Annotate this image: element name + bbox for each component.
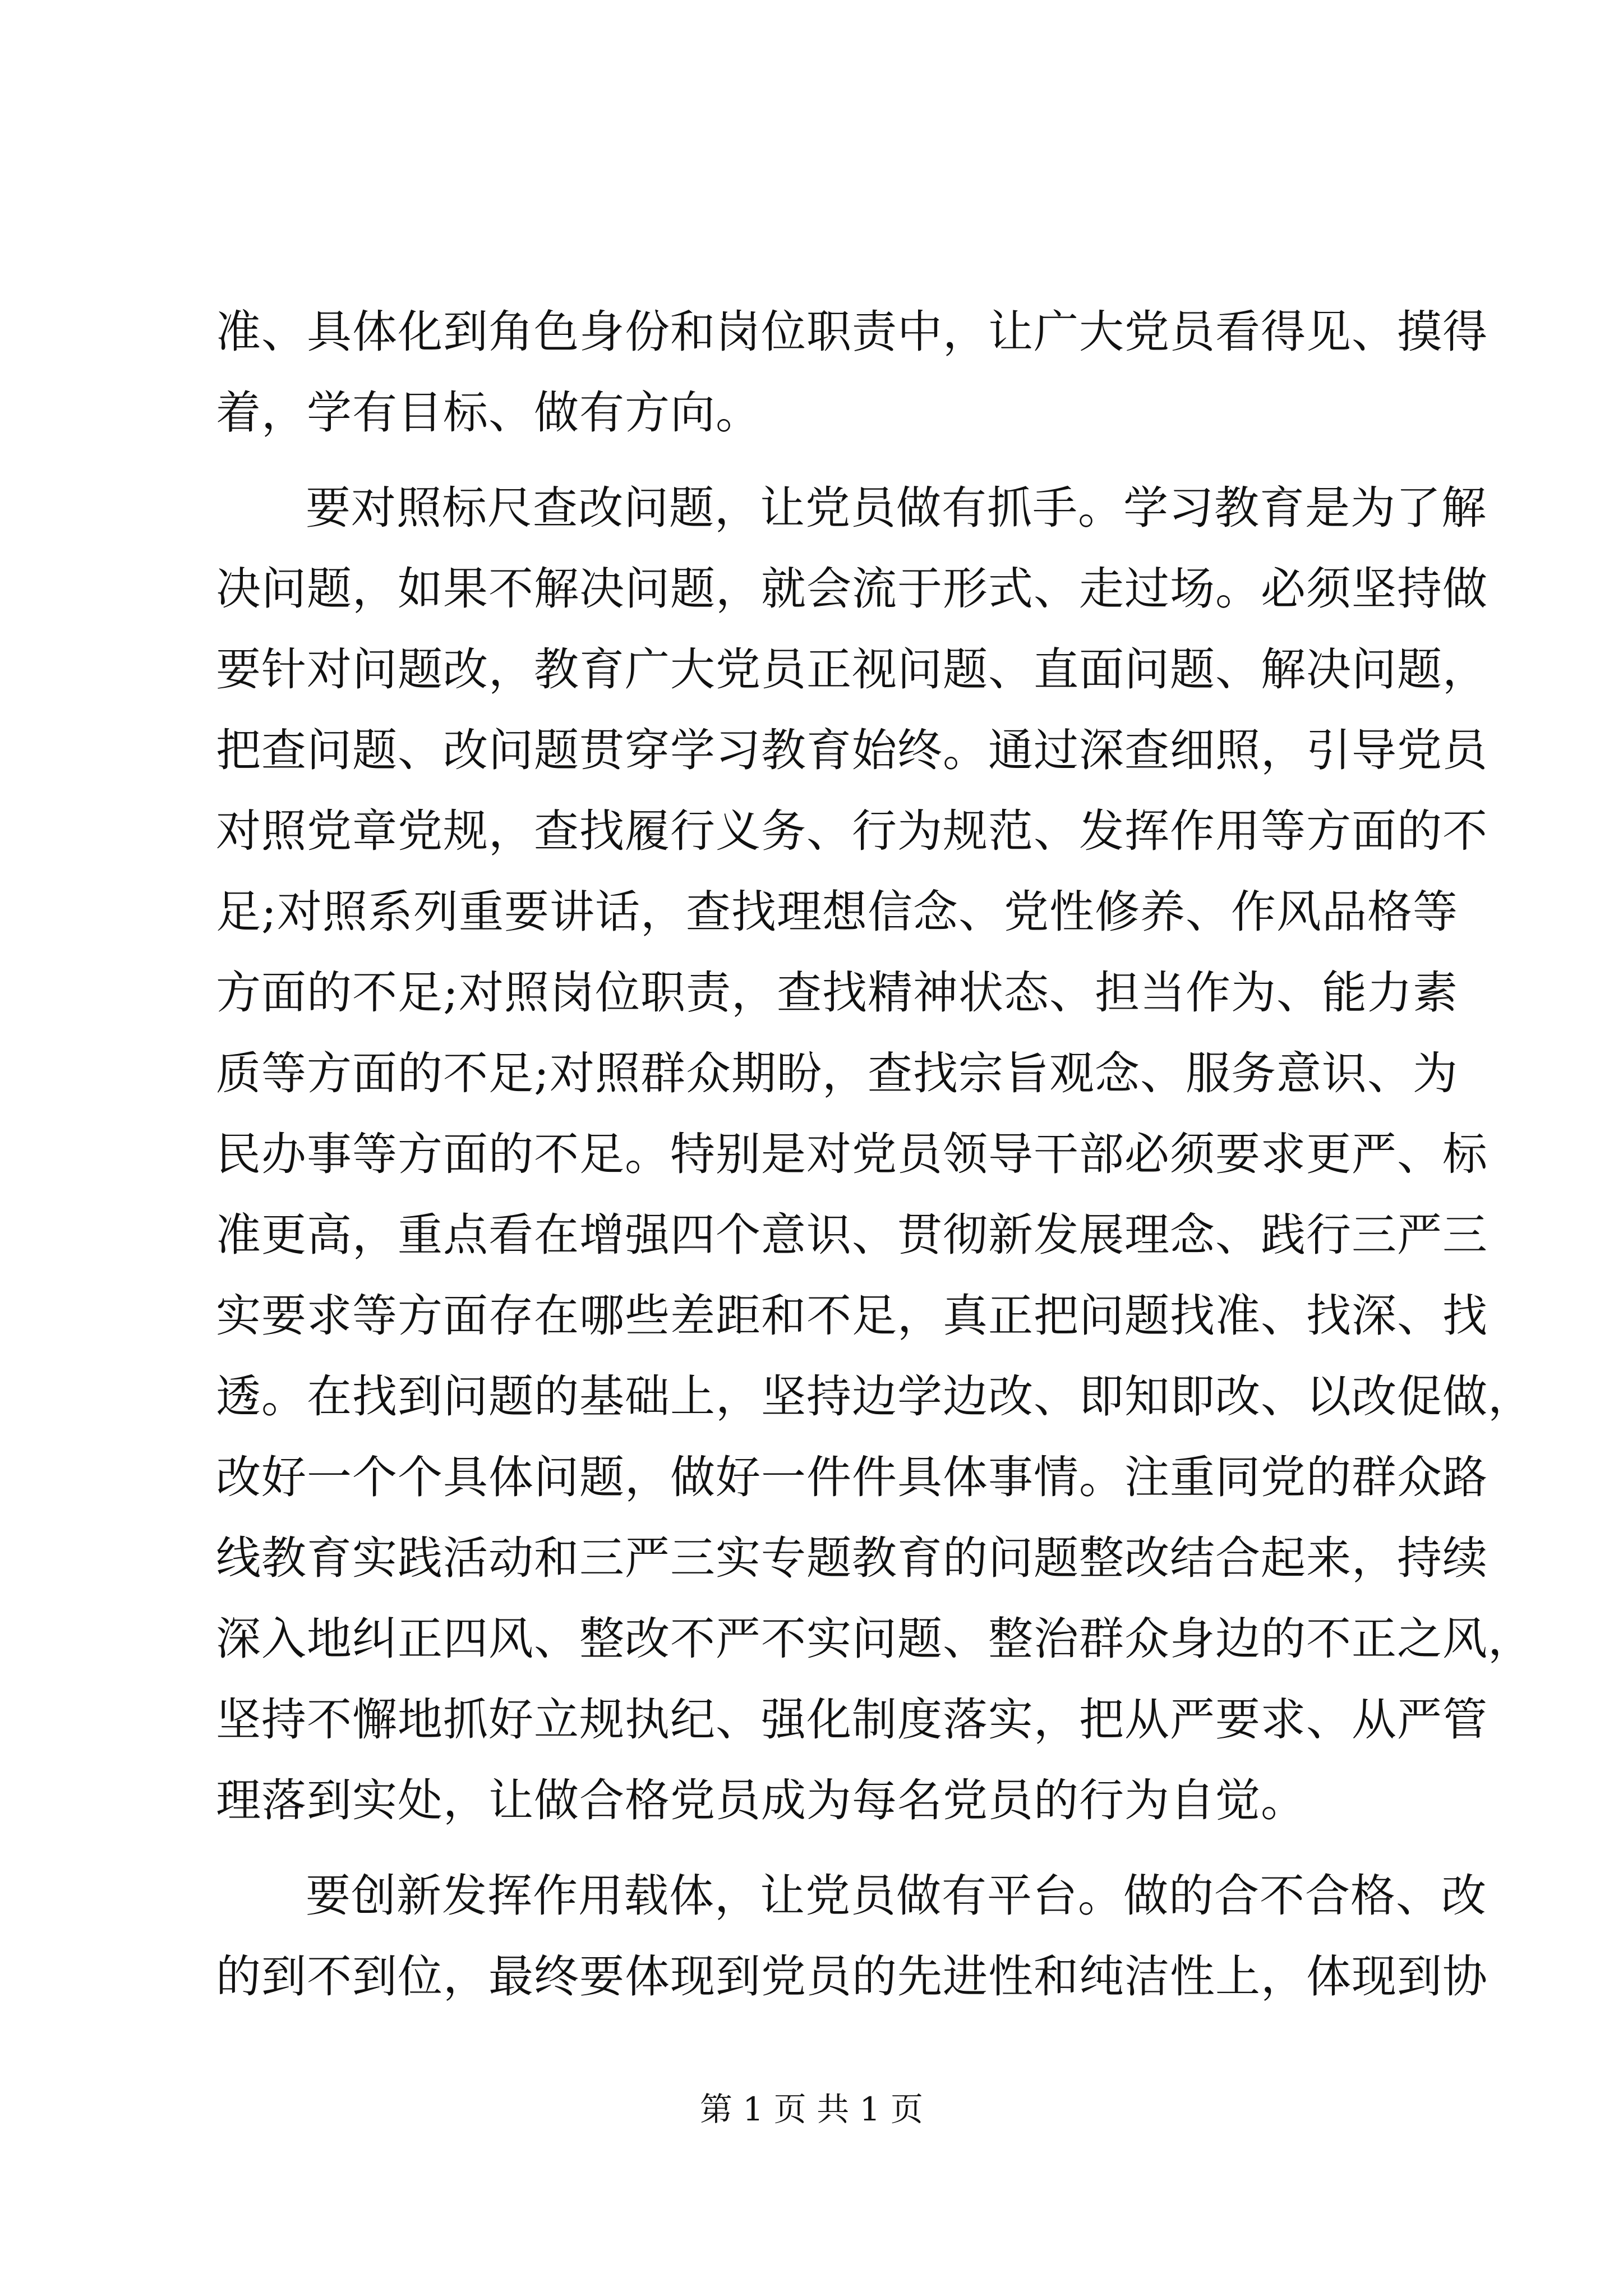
text-line: 线教育实践活动和三严三实专题教育的问题整改结合起来，持续: [216, 1532, 1488, 1584]
text-line: 改好一个个具体问题，做好一件件具体事情。注重同党的群众路: [216, 1451, 1488, 1503]
text-line: 实要求等方面存在哪些差距和不足，真正把问题找准、找深、找: [216, 1290, 1488, 1342]
text-line: 把查问题、改问题贯穿学习教育始终。通过深查细照，引导党员: [216, 724, 1488, 776]
text-line: 要针对问题改，教育广大党员正视问题、直面问题、解决问题，: [216, 643, 1488, 696]
text-line: 民办事等方面的不足。特别是对党员领导干部必须要求更严、标: [216, 1128, 1488, 1180]
text-line: 准、具体化到角色身份和岗位职责中，让广大党员看得见、摸得: [216, 306, 1488, 358]
text-line: 决问题，如果不解决问题，就会流于形式、走过场。必须坚持做: [216, 563, 1488, 615]
paragraph: [216, 1856, 1488, 2017]
text-line: 准更高，重点看在增强四个意识、贯彻新发展理念、践行三严三: [216, 1209, 1488, 1261]
text-line: 要对照标尺查改问题，让党员做有抓手。学习教育是为了解: [306, 482, 1487, 534]
paragraph-gap: [216, 1841, 1427, 1856]
page-footer: 第 1 页 共 1 页: [700, 2090, 923, 2128]
text-line: 方面的不足;对照岗位职责，查找精神状态、担当作为、能力素: [216, 967, 1458, 1019]
text-line: 足;对照系列重要讲话，查找理想信念、党性修养、作风品格等: [216, 886, 1458, 938]
text-line: 透。在找到问题的基础上，坚持边学边改、即知即改、以改促做，: [216, 1370, 1533, 1423]
text-line: 坚持不懈地抓好立规执纪、强化制度落实，把从严要求、从严管: [216, 1694, 1488, 1746]
text-line: 对照党章党规，查找履行义务、行为规范、发挥作用等方面的不: [216, 805, 1488, 857]
paragraph: [216, 292, 1488, 453]
text-line: 质等方面的不足;对照群众期盼，查找宗旨观念、服务意识、为: [216, 1047, 1458, 1099]
body-text: [216, 292, 1533, 2017]
paragraph-gap: [216, 453, 1427, 468]
text-line: 理落到实处，让做合格党员成为每名党员的行为自觉。: [216, 1774, 1306, 1826]
text-line: 要创新发挥作用载体，让党员做有平台。做的合不合格、改: [306, 1870, 1487, 1922]
paragraph: [216, 468, 1533, 1841]
text-line: 着，学有目标、做有方向。: [216, 386, 761, 439]
text-line: 深入地纠正四风、整改不严不实问题、整治群众身边的不正之风，: [216, 1613, 1533, 1665]
text-line: 的到不到位，最终要体现到党员的先进性和纯洁性上，体现到协: [216, 1950, 1488, 2003]
